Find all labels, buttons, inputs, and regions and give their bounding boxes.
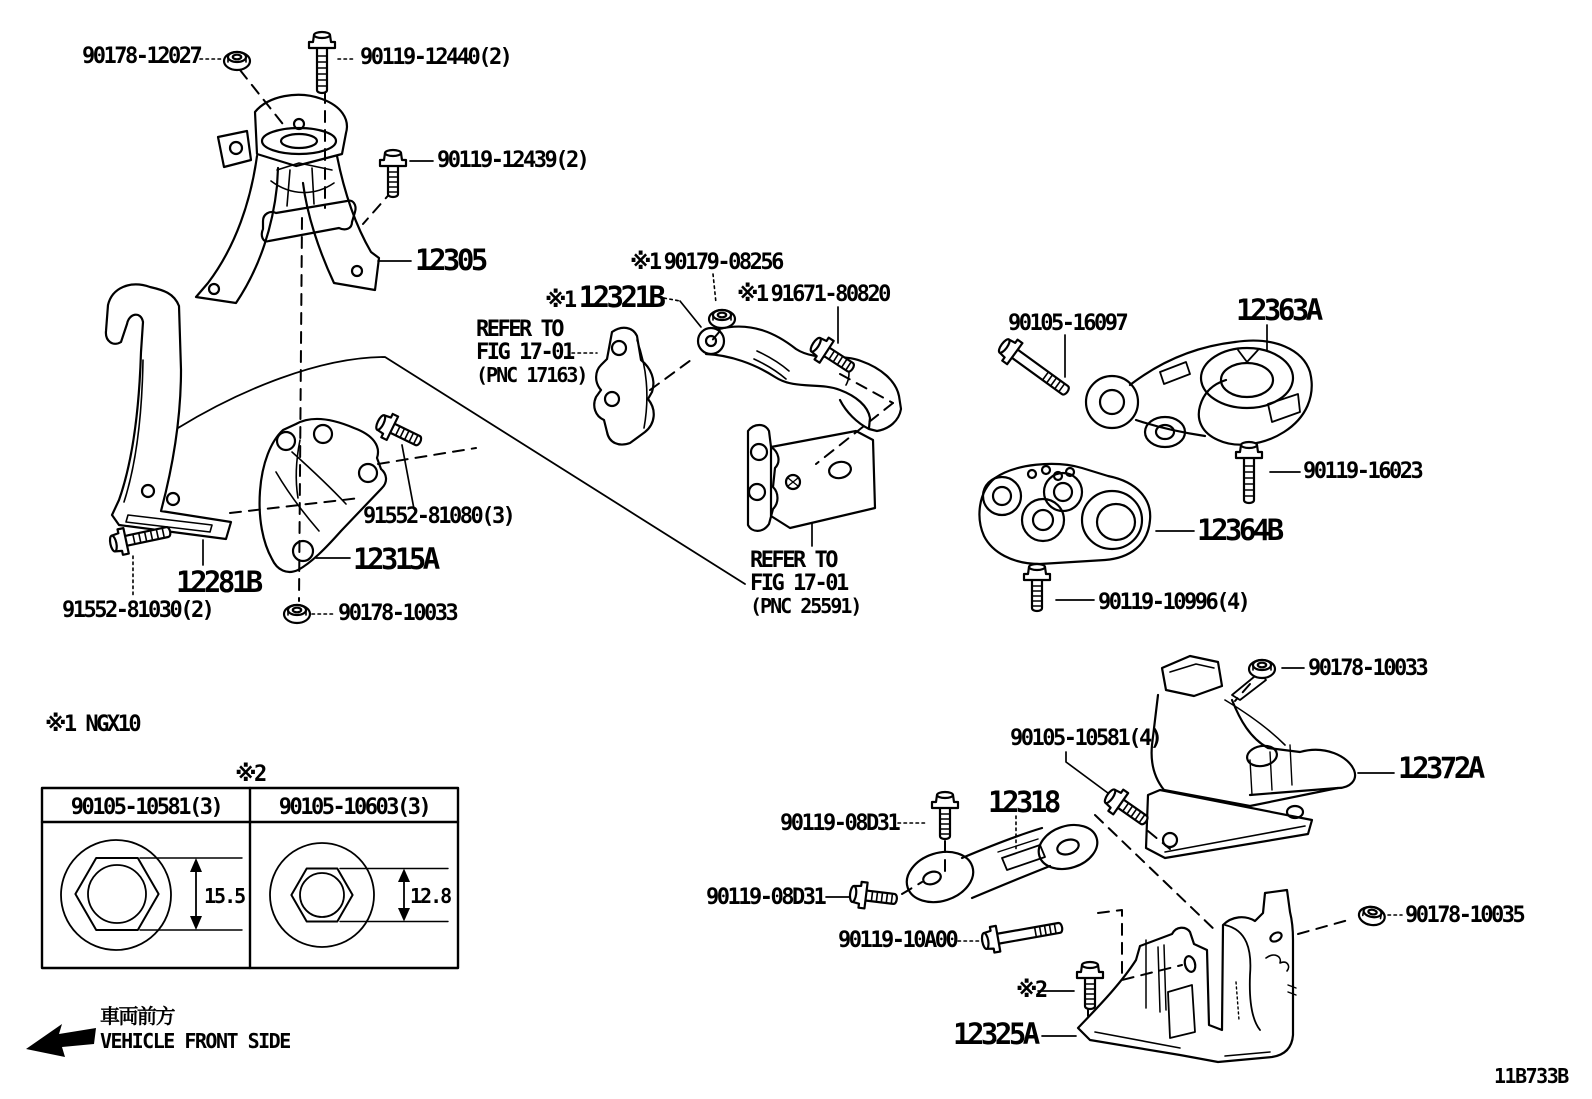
fastener-label-90119-08D31-a: 90119-08D31 [780, 811, 899, 836]
part-label-12364B: 12364B [1197, 513, 1281, 547]
size-table-header-1: 90105-10581(3) [70, 795, 222, 820]
part-label-12321B [545, 280, 663, 314]
part-drawing-12372A [1146, 656, 1355, 858]
bolt-drawing-90119-10A00 [980, 915, 1064, 955]
fastener-label-91671-80820 [737, 284, 889, 306]
vehicle-front-label-en: VEHICLE FRONT SIDE [100, 1029, 290, 1053]
part-label-12325A: 12325A [953, 1017, 1037, 1051]
part-label-12363A: 12363A [1236, 293, 1320, 327]
note1-mark: ※1 [737, 282, 767, 307]
bolt-drawing-90119-08D31-b [849, 881, 899, 913]
part-drawing-12318 [900, 818, 1103, 911]
part-drawing-12364B [979, 464, 1150, 564]
refer-line: FIG 17-01 [476, 340, 573, 365]
nut-drawing-90178-10035 [1357, 905, 1386, 927]
refer-note-25591 [750, 549, 860, 618]
fastener-label-90178-10033-rh: 90178-10033 [1308, 656, 1427, 681]
refer-line: FIG 17-01 [750, 571, 847, 596]
refer-line: (PNC 25591) [750, 594, 861, 618]
fastener-label-90178-10033-lh: 90178-10033 [338, 601, 457, 626]
fastener-label-91552-81080: 91552-81080(3) [363, 504, 514, 529]
fastener-label-90119-12440: 90119-12440(2) [360, 45, 511, 70]
nut-drawing-90178-10033-lh [284, 605, 310, 623]
part-label-12315A: 12315A [353, 542, 437, 576]
fastener-label-90119-16023: 90119-16023 [1303, 459, 1422, 484]
part-label-12305: 12305 [415, 243, 485, 277]
fastener-label-90179-08256 [630, 252, 782, 274]
fastener-label-90119-12439: 90119-12439(2) [437, 148, 588, 173]
note2-bolt-mark: ※2 [1016, 978, 1046, 1003]
part-drawing-12281B [106, 284, 231, 539]
note1-mark: ※1 [630, 250, 660, 275]
part-drawing-12325A [1078, 890, 1296, 1062]
fastener-number: 90179-08256 [663, 250, 782, 275]
refer-line: REFER TO [750, 548, 836, 573]
part-drawing-12363A [1086, 341, 1312, 447]
part-drawing-12321B [698, 327, 901, 431]
bolt-drawing-note2 [1077, 962, 1103, 1009]
fastener-label-90119-10996: 90119-10996(4) [1098, 590, 1249, 615]
nut-drawing-90178-12027 [224, 52, 250, 70]
bolt-drawing-90119-08D31-a [932, 792, 958, 839]
refer-line: (PNC 17163) [476, 363, 587, 387]
nut-drawing-90179-08256 [709, 310, 735, 328]
bolt-drawing-90119-10996 [1024, 564, 1050, 611]
size-table-header-2: 90105-10603(3) [278, 795, 430, 820]
note1-mark: ※1 [545, 288, 575, 313]
part-label-12318: 12318 [988, 785, 1058, 819]
fastener-label-90178-10035: 90178-10035 [1405, 903, 1524, 928]
part-drawing-bracket-17163 [594, 328, 653, 445]
vehicle-front-arrow-icon [26, 1024, 96, 1057]
fastener-label-90119-08D31-b: 90119-08D31 [706, 885, 825, 910]
part-number: 12321B [578, 280, 663, 314]
refer-line: REFER TO [476, 317, 562, 342]
head-size-dimension-1: 15.5 [204, 884, 245, 908]
size-table-mark: ※2 [235, 762, 265, 787]
bolt-drawing-90105-10581-4 [1100, 784, 1153, 832]
fastener-label-91552-81030: 91552-81030(2) [62, 598, 213, 623]
bolt-drawing-90119-16023 [1236, 442, 1262, 503]
part-label-12281B: 12281B [176, 565, 260, 599]
fastener-label-90119-10A00: 90119-10A00 [838, 928, 957, 953]
part-label-12372A: 12372A [1398, 751, 1482, 785]
diagram-code: 11B733B [1494, 1064, 1568, 1088]
bolt-drawing-90119-12440 [309, 32, 335, 93]
fastener-label-90105-16097: 90105-16097 [1008, 311, 1127, 336]
head-size-dimension-2: 12.8 [410, 884, 451, 908]
fastener-label-90178-12027: 90178-12027 [82, 44, 201, 69]
fastener-number: 91671-80820 [770, 282, 889, 307]
part-drawing-bracket-25591 [748, 425, 875, 531]
nut-drawing-90178-10033-rh [1249, 660, 1275, 678]
bolt-drawing-90119-12439 [380, 150, 406, 197]
bolt-drawing-91552-81080 [372, 410, 426, 454]
bolt-drawing-90105-16097 [994, 334, 1075, 403]
note1-text: ※1 NGX10 [45, 712, 140, 737]
vehicle-front-label-jp: 車両前方 [100, 1004, 174, 1028]
fastener-label-90105-10581-4: 90105-10581(4) [1010, 726, 1161, 751]
part-drawing-12305 [196, 95, 379, 303]
refer-note-17163 [476, 318, 586, 387]
